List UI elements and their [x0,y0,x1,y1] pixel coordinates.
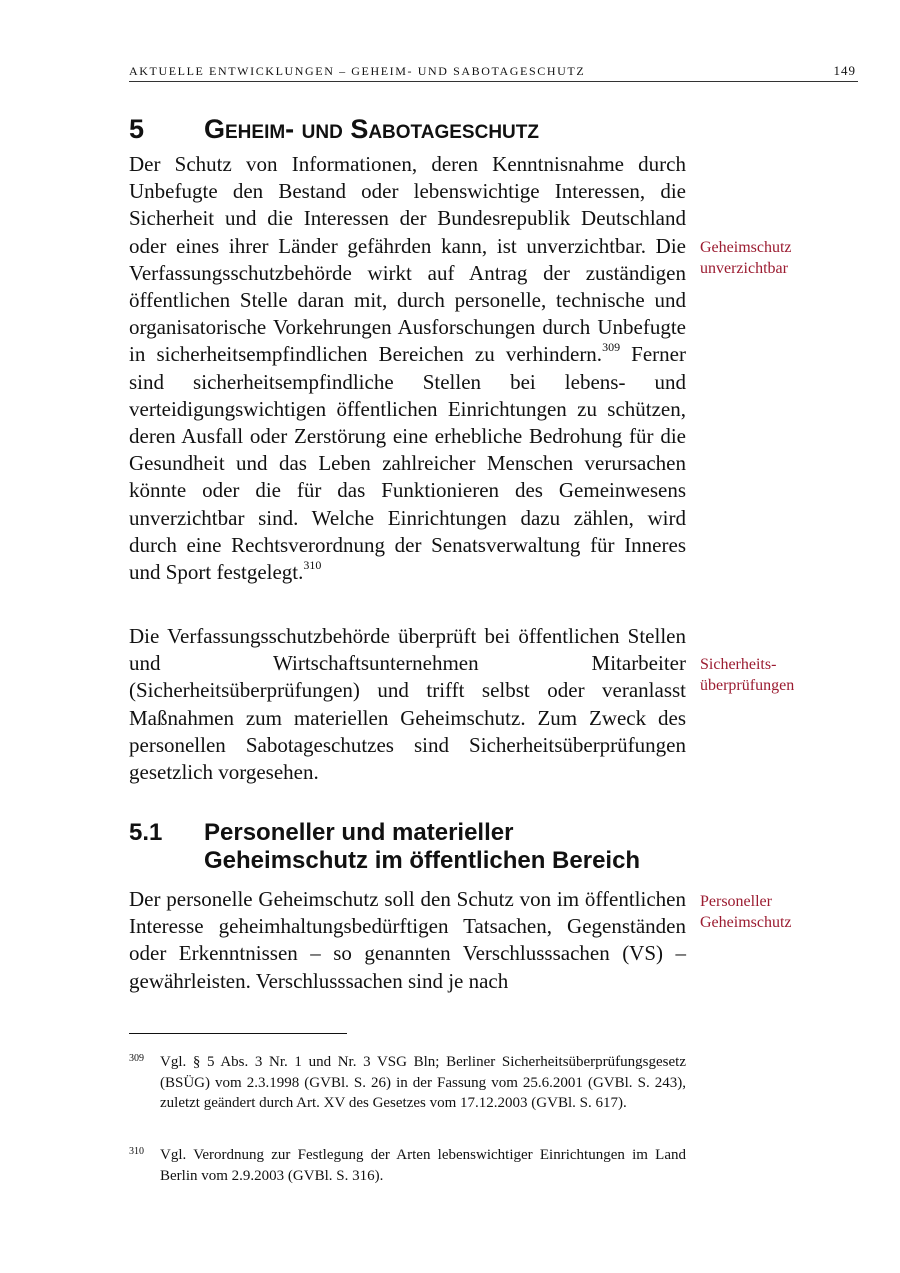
page-number: 149 [833,63,856,78]
paragraph-1-text-b: Ferner sind sicherheitsempfindliche Stellen bei lebens- und verteidigungswichtigen öffentlichen Einrichtungen zu schützen, deren Ausfall oder Zerstörung eine erhebliche Bedrohung für die Gesundheit und das Leben zahlreicher Menschen verursachen könnte oder die für das Funktionieren des Gemeinwesens unverzichtbar sind. Welche Einrichtungen dazu zählen, wird durch eine Rechtsverordnung der Senatsverwaltung für Inneres und Sport festgelegt. [129,342,686,585]
subsection-title: Personeller und materieller Geheimschutz im öffentlichen Bereich [204,819,641,874]
footnote-ref-309[interactable]: 309 [602,340,621,355]
margin-note-line: Sicherheits- [700,656,777,673]
running-header [129,63,858,82]
paragraph-1-text-a: Der Schutz von Informationen, deren Kenntnisnahme durch Unbefugte den Bestand oder lebenswichtige Interessen, die Sicherheit und die Interessen der Bundesrepublik Deutschland oder eines ihrer Länder gefährden kann, ist unverzichtbar. Die Verfassungsschutzbehörde wirkt auf Antrag der zuständigen öffentlichen Stelle daran mit, durch personelle, technische und organisatorische Vorkehrungen Ausforschungen durch Unbefugte in sicherheitsempfindlichen Bereichen zu verhindern. [129,152,686,367]
margin-note-line: überprüfungen [700,677,795,694]
paragraph-1 [129,151,686,586]
margin-note-line: unverzichtbar [700,260,788,277]
margin-note-geheimschutz [700,237,860,279]
margin-note-sicherheitsueberpruefungen [700,654,860,696]
footnote-ref-310[interactable]: 310 [303,558,322,573]
footnote-text: Vgl. Verordnung zur Festlegung der Arten lebenswichtiger Einrichtungen im Land Berlin vom 2.9.2003 (GVBl. S. 316). [160,1147,686,1184]
section-title: Geheim- und Sabotageschutz [204,114,539,144]
running-title: AKTUELLE ENTWICKLUNGEN – GEHEIM- UND SABOTAGESCHUTZ [129,64,586,78]
paragraph-2: Die Verfassungsschutzbehörde überprüft bei öffentlichen Stellen und Wirtschaftsunternehmen Mitarbeiter (Sicherheitsüberprüfungen) und trifft selbst oder veranlasst Maßnahmen zum materiellen Geheimschutz. Zum Zweck des personellen Sabotageschutzes sind Sicherheitsüberprüfungen gesetzlich vorgesehen. [129,624,686,785]
footnote-number: 310 [129,1146,144,1157]
margin-note-line: Geheimschutz [700,914,792,931]
section-number: 5 [129,114,145,144]
footnote-text: Vgl. § 5 Abs. 3 Nr. 1 und Nr. 3 VSG Bln; Berliner Sicherheitsüberprüfungsgesetz (BSÜG) vom 2.3.1998 (GVBl. S. 26) in der Fassung vom 25.6.2001 (GVBl. S. 243), zuletzt geändert durch Art. XV des Gesetzes vom 17.12.2003 (GVBl. S. 617). [160,1054,686,1111]
footnote-number: 309 [129,1053,144,1064]
margin-note-line: Personeller [700,893,772,910]
footnote-divider [129,1033,347,1034]
margin-note-personeller-geheimschutz [700,891,860,933]
subsection-number: 5.1 [129,819,163,846]
margin-note-line: Geheimschutz [700,239,792,256]
paragraph-3: Der personelle Geheimschutz soll den Schutz von im öffentlichen Interesse geheimhaltungsbedürftigen Tatsachen, Gegenständen oder Erkenntnissen – so genannten Verschlusssachen (VS) – gewährleisten. Verschlusssachen sind je nach [129,887,686,993]
